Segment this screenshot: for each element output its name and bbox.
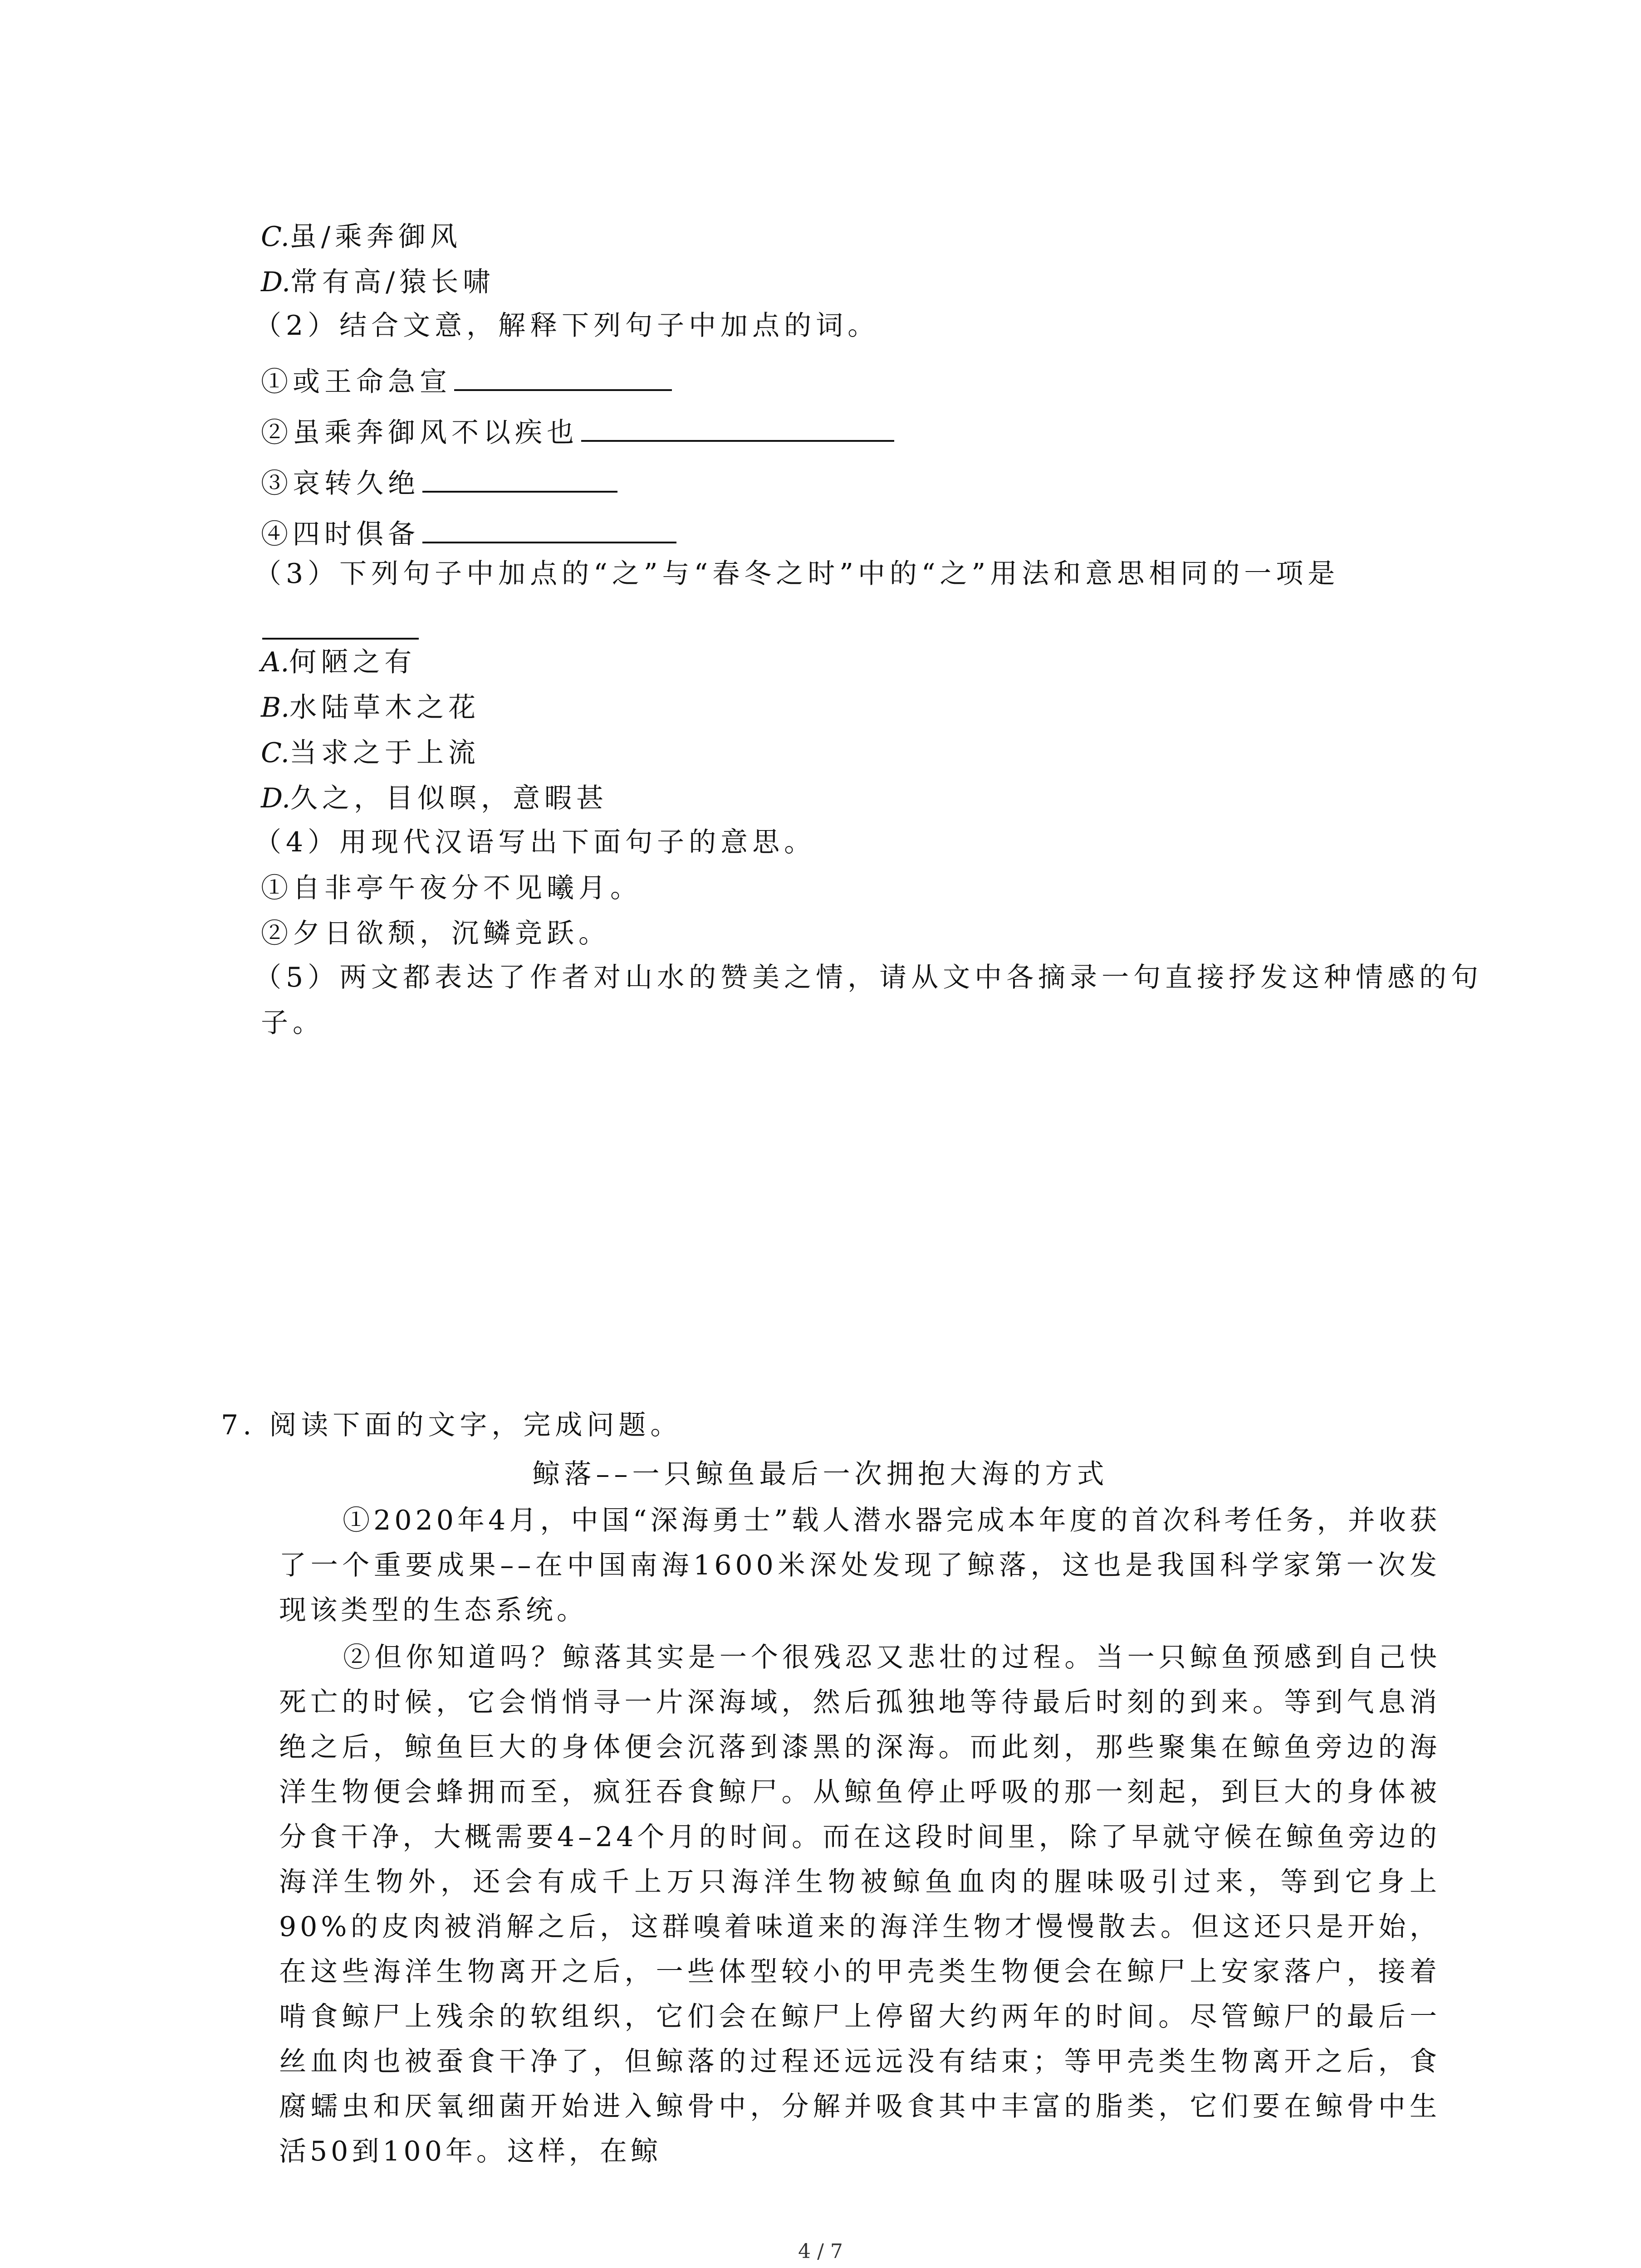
page-number: 4 / 7 <box>798 2240 843 2263</box>
option-text: 久之，目似暝，意暇甚 <box>290 782 608 814</box>
passage-paragraph-2 <box>279 1635 1440 2174</box>
option-d <box>261 264 495 300</box>
q4-item-2: ②夕日欲颓，沉鳞竞跃。 <box>261 918 610 949</box>
q3-option-d <box>261 780 608 816</box>
option-text: 常有高/猿长啸 <box>290 266 495 298</box>
q3-option-a <box>261 644 416 680</box>
q2-stem: （2）结合文意，解释下列句子中加点的词。 <box>254 310 880 342</box>
option-text: 水陆草木之花 <box>289 692 480 723</box>
paragraph-text: ②但你知道吗？鲸落其实是一个很残忍又悲壮的过程。当一只鲸鱼预感到自己快死亡的时候，它会悄悄寻一片深海域，然后孤独地等待最后时刻的到来。等到气息消绝之后，鲸鱼巨大的身体便会沉落到漆黑的深海。而此刻，那些聚集在鲸鱼旁边的海洋生物便会蜂拥而至，疯狂吞食鲸尸。从鲸鱼停止呼吸的那一刻起，到巨大的身体被分食干净，大概需要4–24个月的时间。而在这段时间里，除了早就守候在鲸鱼旁边的海洋生物外，还会有成千上万只海洋生物被鲸鱼血肉的腥味吸引过来，等到它身上90%的皮肉被消解之后，这群嗅着味道来的海洋生物才慢慢散去。但这还只是开始，在这些海洋生物离开之后，一些体型较小的甲壳类生物便会在鲸尸上安家落户，接着啃食鲸尸上残余的软组织，它们会在鲸尸上停留大约两年的时间。尽管鲸尸的最后一丝血肉也被蚕食干净了，但鲸落的过程还远远没有结束；等甲壳类生物离开之后，食腐蠕虫和厌氧细菌开始进入鲸骨中，分解并吸食其中丰富的脂类，它们要在鲸骨中生活50到100年。这样，在鲸 <box>279 1642 1440 2167</box>
passage-title: 鲸落––一只鲸鱼最后一次拥抱大海的方式 <box>532 1458 1109 1490</box>
answer-blank[interactable] <box>581 410 894 442</box>
answer-blank[interactable] <box>422 461 617 493</box>
q3-option-b <box>261 689 480 726</box>
answer-blank[interactable] <box>454 359 672 391</box>
q2-item-text: ②虽乘奔御风不以疾也 <box>261 417 578 449</box>
option-letter: C. <box>261 221 289 253</box>
option-letter: D. <box>261 782 291 814</box>
option-letter: B. <box>261 692 290 723</box>
answer-blank[interactable] <box>262 638 419 640</box>
option-c <box>261 219 462 255</box>
option-letter: C. <box>261 737 289 769</box>
q3-stem: （3）下列句子中加点的“之”与“春冬之时”中的“之”用法和意思相同的一项是 <box>254 558 1340 590</box>
q2-item-1 <box>261 359 672 400</box>
passage-paragraph-1 <box>279 1498 1440 1633</box>
option-text: 当求之于上流 <box>289 737 480 769</box>
q7-stem: 7. 阅读下面的文字，完成问题。 <box>221 1409 682 1441</box>
q2-item-4 <box>261 512 676 552</box>
option-text: 何陋之有 <box>289 646 416 678</box>
paragraph-text: ①2020年4月，中国“深海勇士”载人潜水器完成本年度的首次科考任务，并收获了一个重要成果––在中国南海1600米深处发现了鲸落，这也是我国科学家第一次发现该类型的生态系统。 <box>279 1505 1440 1626</box>
q4-stem: （4）用现代汉语写出下面句子的意思。 <box>254 826 816 858</box>
q2-item-2 <box>261 410 894 451</box>
answer-blank[interactable] <box>422 512 676 543</box>
option-text: 虽/乘奔御风 <box>289 221 462 253</box>
q2-item-text: ④四时俱备 <box>261 518 420 550</box>
option-letter: A. <box>261 646 289 678</box>
q4-item-1: ①自非亭午夜分不见曦月。 <box>261 872 642 904</box>
q2-item-text: ①或王命急宣 <box>261 366 451 398</box>
q5-line-2: 子。 <box>261 1007 324 1039</box>
q5-line-1: （5）两文都表达了作者对山水的赞美之情，请从文中各摘录一句直接抒发这种情感的句 <box>254 962 1483 993</box>
q3-option-c <box>261 735 480 771</box>
q2-item-text: ③哀转久绝 <box>261 468 420 499</box>
q2-item-3 <box>261 461 617 502</box>
option-letter: D. <box>261 266 291 298</box>
